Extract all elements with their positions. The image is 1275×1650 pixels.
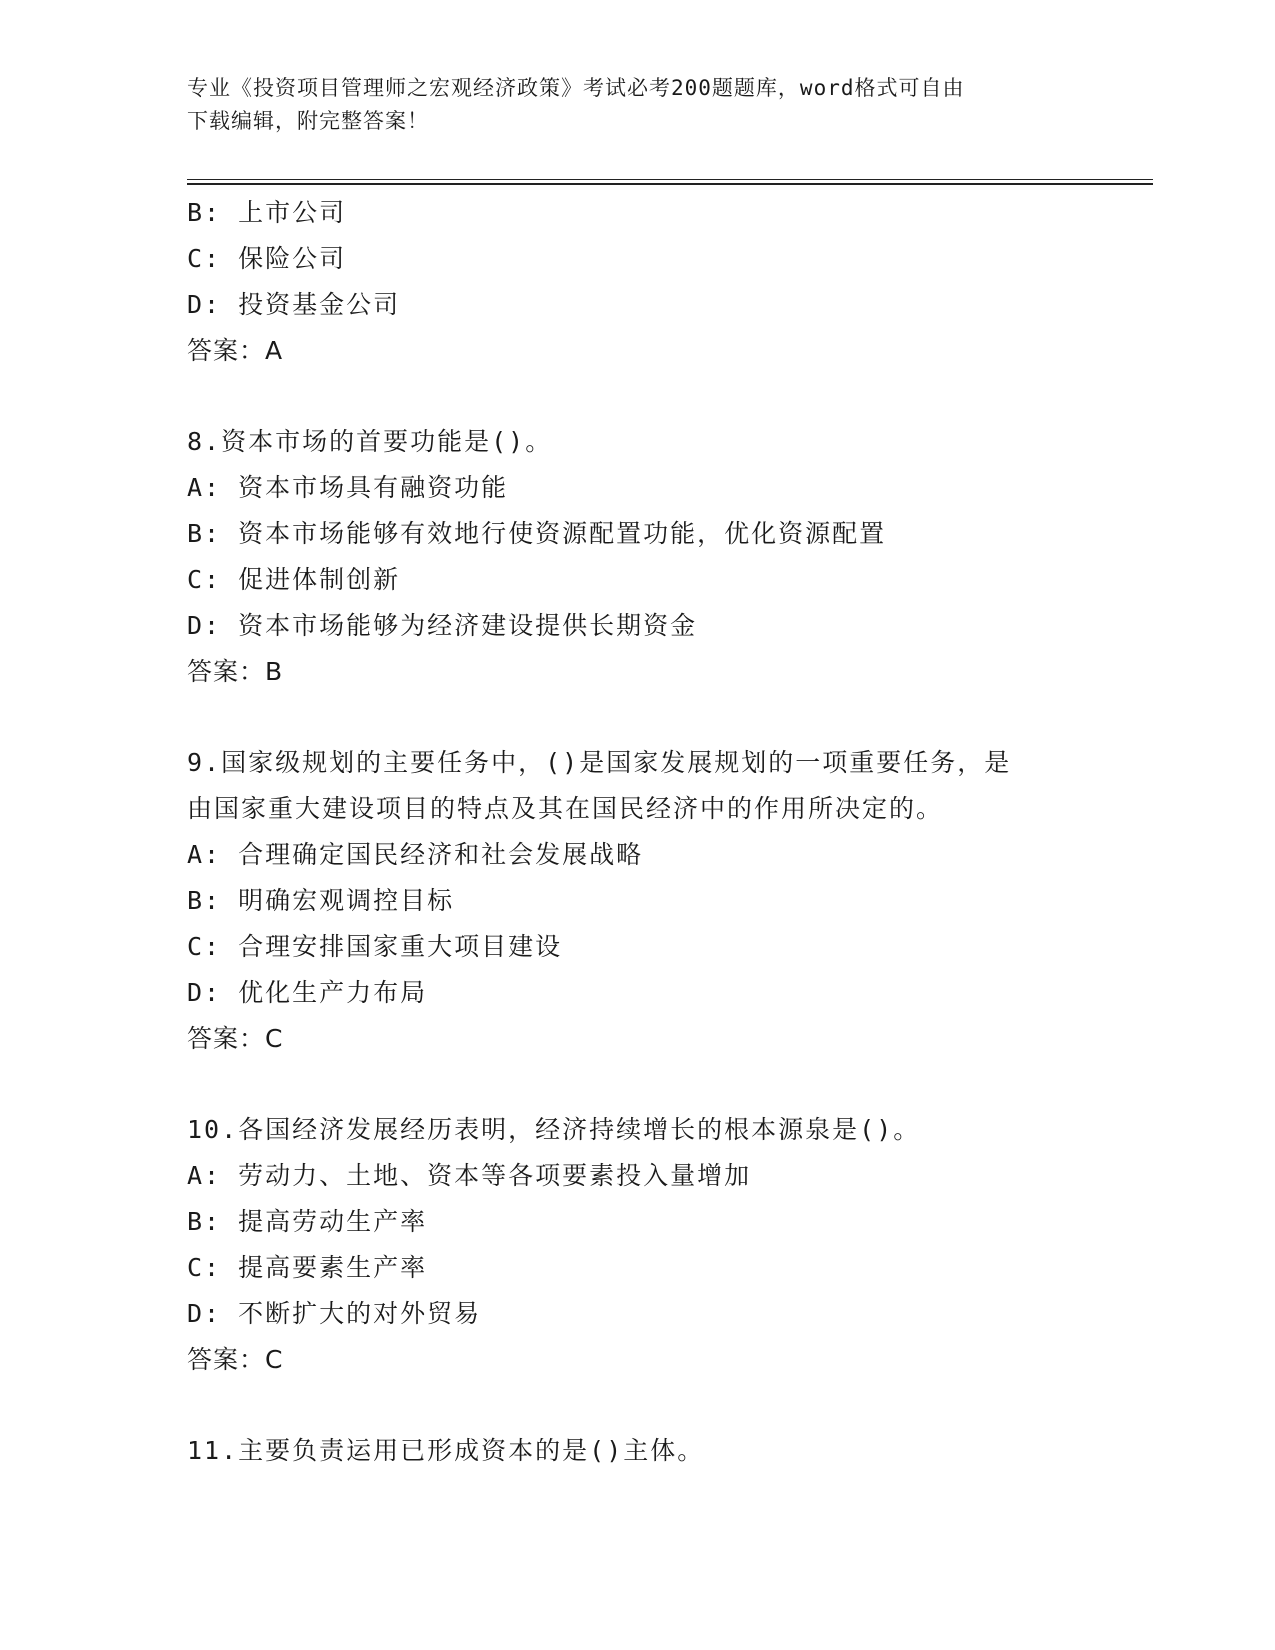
header-divider-thin: [187, 179, 1153, 180]
option-c: C: 合理安排国家重大项目建设: [187, 932, 563, 961]
question-text: 11.主要负责运用已形成资本的是()主体。: [187, 1436, 705, 1465]
answer: 答案：C: [187, 1024, 284, 1053]
option-d: D: 资本市场能够为经济建设提供长期资金: [187, 611, 698, 640]
option-b: B: 资本市场能够有效地行使资源配置功能，优化资源配置: [187, 519, 887, 548]
option-c: C: 提高要素生产率: [187, 1253, 428, 1282]
question-text-line-1: 9.国家级规划的主要任务中，()是国家发展规划的一项重要任务，是: [187, 748, 1012, 777]
document-header: [187, 72, 1087, 138]
question-11: [187, 1428, 1153, 1474]
header-divider-thick: [187, 183, 1153, 185]
option-c: C: 促进体制创新: [187, 565, 401, 594]
option-d: D: 优化生产力布局: [187, 978, 428, 1007]
option-b: B: 上市公司: [187, 198, 347, 227]
question-text: 10.各国经济发展经历表明，经济持续增长的根本源泉是()。: [187, 1115, 921, 1144]
answer: 答案：B: [187, 657, 284, 686]
option-c: C: 保险公司: [187, 244, 347, 273]
option-a: A: 资本市场具有融资功能: [187, 473, 509, 502]
question-list: [187, 190, 1153, 1474]
option-d: D: 不断扩大的对外贸易: [187, 1299, 482, 1328]
question-text-line-2: 由国家重大建设项目的特点及其在国民经济中的作用所决定的。: [187, 794, 944, 823]
question-8: [187, 419, 1153, 695]
option-a: A: 合理确定国民经济和社会发展战略: [187, 840, 644, 869]
header-line-2: 下载编辑，附完整答案！: [187, 109, 429, 133]
option-a: A: 劳动力、土地、资本等各项要素投入量增加: [187, 1161, 752, 1190]
answer: 答案：A: [187, 336, 284, 365]
option-b: B: 明确宏观调控目标: [187, 886, 455, 915]
option-b: B: 提高劳动生产率: [187, 1207, 428, 1236]
option-d: D: 投资基金公司: [187, 290, 401, 319]
question-10: [187, 1107, 1153, 1383]
answer: 答案：C: [187, 1345, 284, 1374]
header-line-1: 专业《投资项目管理师之宏观经济政策》考试必考200题题库，word格式可自由: [187, 76, 965, 100]
question-9: [187, 740, 1153, 1062]
question-text: 8.资本市场的首要功能是()。: [187, 427, 553, 456]
question-7: [187, 190, 1153, 374]
